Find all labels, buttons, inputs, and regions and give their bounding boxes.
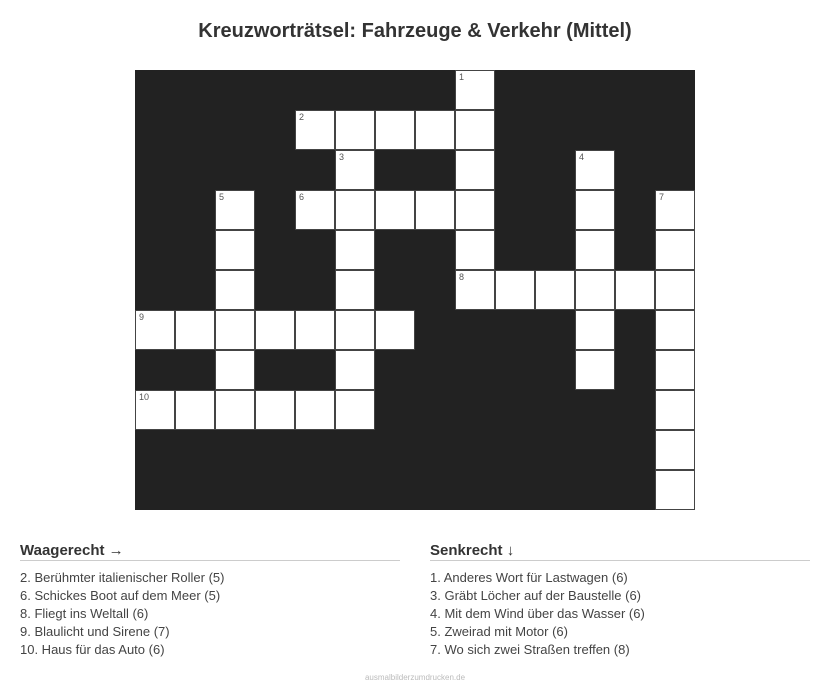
grid-cell[interactable] bbox=[575, 190, 615, 230]
grid-cell[interactable] bbox=[375, 190, 415, 230]
grid-cell[interactable] bbox=[215, 390, 255, 430]
clue-number: 1 bbox=[459, 72, 465, 82]
down-clue-4: 4. Mit dem Wind über das Wasser (6) bbox=[430, 606, 645, 621]
grid-cell[interactable] bbox=[175, 390, 215, 430]
clue-number: 8 bbox=[459, 272, 465, 282]
clue-number: 4 bbox=[579, 152, 585, 162]
grid-cell[interactable] bbox=[455, 230, 495, 270]
down-clues bbox=[430, 542, 810, 659]
grid-cell[interactable] bbox=[295, 110, 335, 150]
grid-cell[interactable] bbox=[335, 270, 375, 310]
grid-cell[interactable] bbox=[375, 310, 415, 350]
down-heading: Senkrecht ↓ bbox=[430, 542, 810, 561]
grid-cell[interactable] bbox=[655, 310, 695, 350]
grid-cell[interactable] bbox=[455, 150, 495, 190]
grid-cell[interactable] bbox=[175, 310, 215, 350]
grid-cell[interactable] bbox=[535, 270, 575, 310]
across-clue-8: 8. Fliegt ins Weltall (6) bbox=[20, 606, 149, 621]
grid-cell[interactable] bbox=[335, 150, 375, 190]
grid-cell[interactable] bbox=[215, 230, 255, 270]
footer-credit: ausmalbilderzumdrucken.de bbox=[364, 673, 466, 682]
down-clue-1: 1. Anderes Wort für Lastwagen (6) bbox=[430, 570, 628, 585]
grid-cell[interactable] bbox=[295, 190, 335, 230]
grid-cell[interactable] bbox=[575, 230, 615, 270]
down-clue-5: 5. Zweirad mit Motor (6) bbox=[430, 624, 568, 639]
grid-cell[interactable] bbox=[575, 150, 615, 190]
grid-cell[interactable] bbox=[575, 310, 615, 350]
grid-cell[interactable] bbox=[335, 350, 375, 390]
grid-cell[interactable] bbox=[655, 190, 695, 230]
down-clue-7: 7. Wo sich zwei Straßen treffen (8) bbox=[430, 642, 630, 657]
clue-number: 10 bbox=[139, 392, 150, 402]
across-clue-10: 10. Haus für das Auto (6) bbox=[20, 642, 165, 657]
grid-cell[interactable] bbox=[415, 190, 455, 230]
across-clue-6: 6. Schickes Boot auf dem Meer (5) bbox=[20, 588, 221, 603]
clue-number: 9 bbox=[139, 312, 145, 322]
grid-cell[interactable] bbox=[335, 390, 375, 430]
across-heading: Waagerecht → bbox=[20, 542, 400, 561]
crossword-grid bbox=[135, 70, 695, 510]
clue-number: 7 bbox=[659, 192, 665, 202]
grid-cell[interactable] bbox=[655, 230, 695, 270]
grid-cell[interactable] bbox=[135, 310, 175, 350]
grid-cell[interactable] bbox=[655, 430, 695, 470]
grid-cell[interactable] bbox=[655, 390, 695, 430]
grid-cell[interactable] bbox=[215, 350, 255, 390]
down-clue-3: 3. Gräbt Löcher auf der Baustelle (6) bbox=[430, 588, 642, 603]
grid-cell[interactable] bbox=[215, 310, 255, 350]
grid-cell[interactable] bbox=[655, 270, 695, 310]
grid-cell[interactable] bbox=[455, 70, 495, 110]
puzzle-title: Kreuzworträtsel: Fahrzeuge & Verkehr (Mittel) bbox=[198, 20, 632, 42]
grid-cell[interactable] bbox=[575, 270, 615, 310]
grid-cell[interactable] bbox=[575, 350, 615, 390]
grid-cell[interactable] bbox=[655, 470, 695, 510]
grid-cell[interactable] bbox=[375, 110, 415, 150]
grid-cell[interactable] bbox=[295, 310, 335, 350]
grid-cell[interactable] bbox=[255, 310, 295, 350]
clue-number: 5 bbox=[219, 192, 225, 202]
grid-cell[interactable] bbox=[335, 230, 375, 270]
grid-cell[interactable] bbox=[335, 110, 375, 150]
grid-cell[interactable] bbox=[455, 110, 495, 150]
grid-cell[interactable] bbox=[415, 110, 455, 150]
grid-cell[interactable] bbox=[455, 190, 495, 230]
grid-cell[interactable] bbox=[135, 390, 175, 430]
grid-cell[interactable] bbox=[655, 350, 695, 390]
grid-cell[interactable] bbox=[455, 270, 495, 310]
across-clues bbox=[20, 542, 400, 659]
grid-cell[interactable] bbox=[215, 270, 255, 310]
grid-cell[interactable] bbox=[495, 270, 535, 310]
grid-cell[interactable] bbox=[615, 270, 655, 310]
across-clue-9: 9. Blaulicht und Sirene (7) bbox=[20, 624, 170, 639]
across-clue-2: 2. Berühmter italienischer Roller (5) bbox=[20, 570, 225, 585]
grid-cell[interactable] bbox=[295, 390, 335, 430]
clue-number: 6 bbox=[299, 192, 305, 202]
grid-cell[interactable] bbox=[255, 390, 295, 430]
grid-cell[interactable] bbox=[335, 190, 375, 230]
clue-number: 3 bbox=[339, 152, 345, 162]
grid-cell[interactable] bbox=[335, 310, 375, 350]
grid-cell[interactable] bbox=[215, 190, 255, 230]
clue-number: 2 bbox=[299, 112, 305, 122]
